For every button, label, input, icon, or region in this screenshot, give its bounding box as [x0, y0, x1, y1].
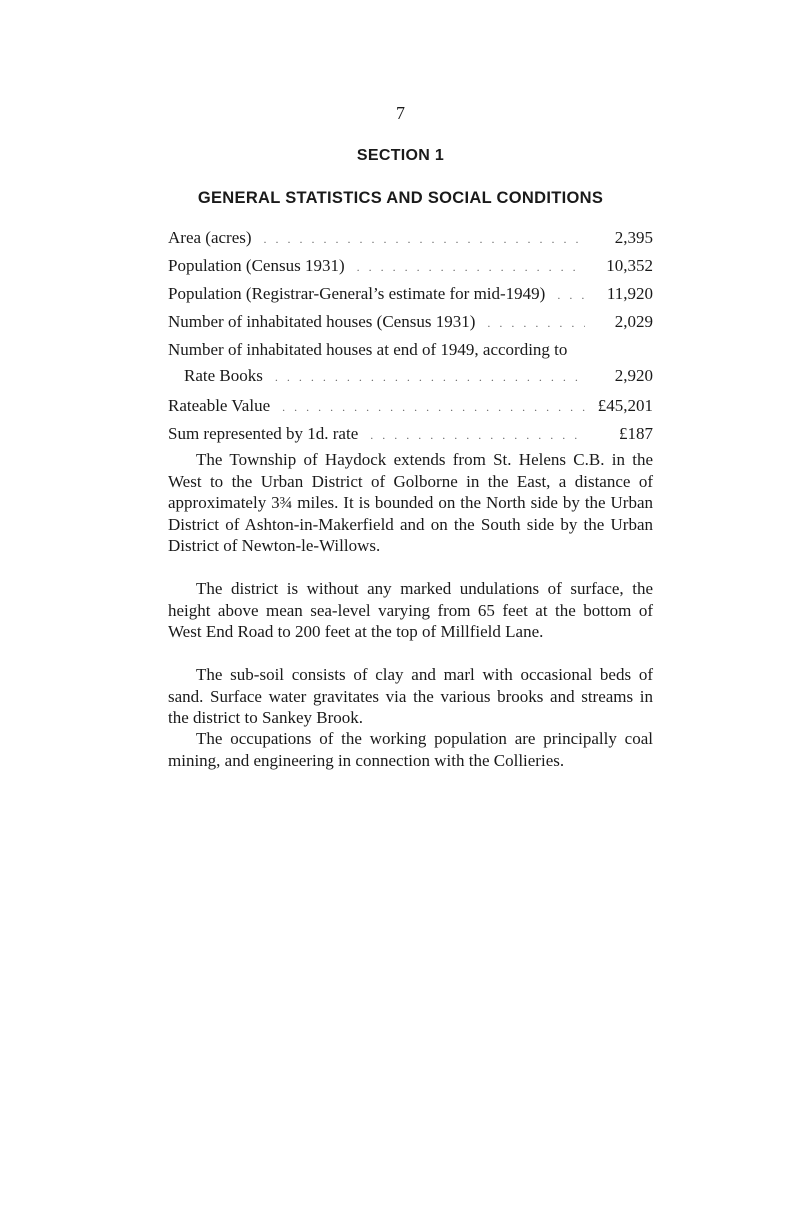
paragraph-sub-soil: The sub-soil consists of clay and marl with occasional beds of sand. Surface water gravitates via the various brooks and streams in the district to Sankey Brook. [168, 665, 653, 727]
statistics-table [168, 228, 653, 452]
stat-label: Area (acres) [168, 228, 252, 247]
stat-value: 10,352 [606, 256, 653, 275]
stat-value: £187 [619, 424, 653, 443]
stat-row-rateable-value [168, 396, 653, 424]
stat-label: Number of inhabitated houses at end of 1949, according to [168, 340, 568, 359]
section-title: SECTION 1 [356, 147, 445, 164]
stat-row-area [168, 228, 653, 256]
leader-dots [557, 288, 585, 303]
paragraph-township-boundaries: The Township of Haydock extends from St. Helens C.B. in the West to the Urban District of Golborne in the East, a distance of approximately 3¾ miles. It is bounded on the North side by the Urban District of Ashton-in-Makerfield and on the South side by the Urban District of Newton-le-Willows. [168, 450, 653, 555]
leader-dots [264, 232, 585, 247]
leader-dots [370, 428, 585, 443]
page-title: GENERAL STATISTICS AND SOCIAL CONDITIONS [197, 189, 604, 207]
leader-dots [487, 316, 585, 331]
stat-value: 2,395 [614, 228, 653, 247]
stat-value: £45,201 [597, 396, 653, 415]
paragraph-occupations: The occupations of the working population are principally coal mining, and engineering in connection with the Collieries. [168, 729, 653, 770]
stat-value: 11,920 [606, 284, 653, 303]
stat-row-population-census [168, 256, 653, 284]
leader-dots [282, 400, 585, 415]
page-number: 7 [396, 103, 405, 123]
leader-dots [275, 370, 585, 385]
stat-row-houses-rate-books [168, 340, 653, 396]
stat-label: Rateable Value [168, 396, 271, 415]
stat-label: Sum represented by 1d. rate [168, 424, 359, 443]
stat-value: 2,920 [614, 366, 653, 385]
stat-label: Population (Registrar-General’s estimate for mid-1949) [168, 284, 546, 303]
stat-row-population-estimate [168, 284, 653, 312]
stat-label: Number of inhabitated houses (Census 1931) [168, 312, 476, 331]
paragraph-district-height: The district is without any marked undulations of surface, the height above mean sea-level varying from 65 feet at the bottom of West End Road to 200 feet at the top of Millfield Lane. [168, 579, 653, 641]
stat-row-penny-rate [168, 424, 653, 452]
leader-dots [357, 260, 585, 275]
stat-row-houses-census [168, 312, 653, 340]
stat-value: 2,029 [614, 312, 653, 331]
stat-label: Population (Census 1931) [168, 256, 345, 275]
stat-label-continuation: Rate Books [184, 366, 263, 385]
